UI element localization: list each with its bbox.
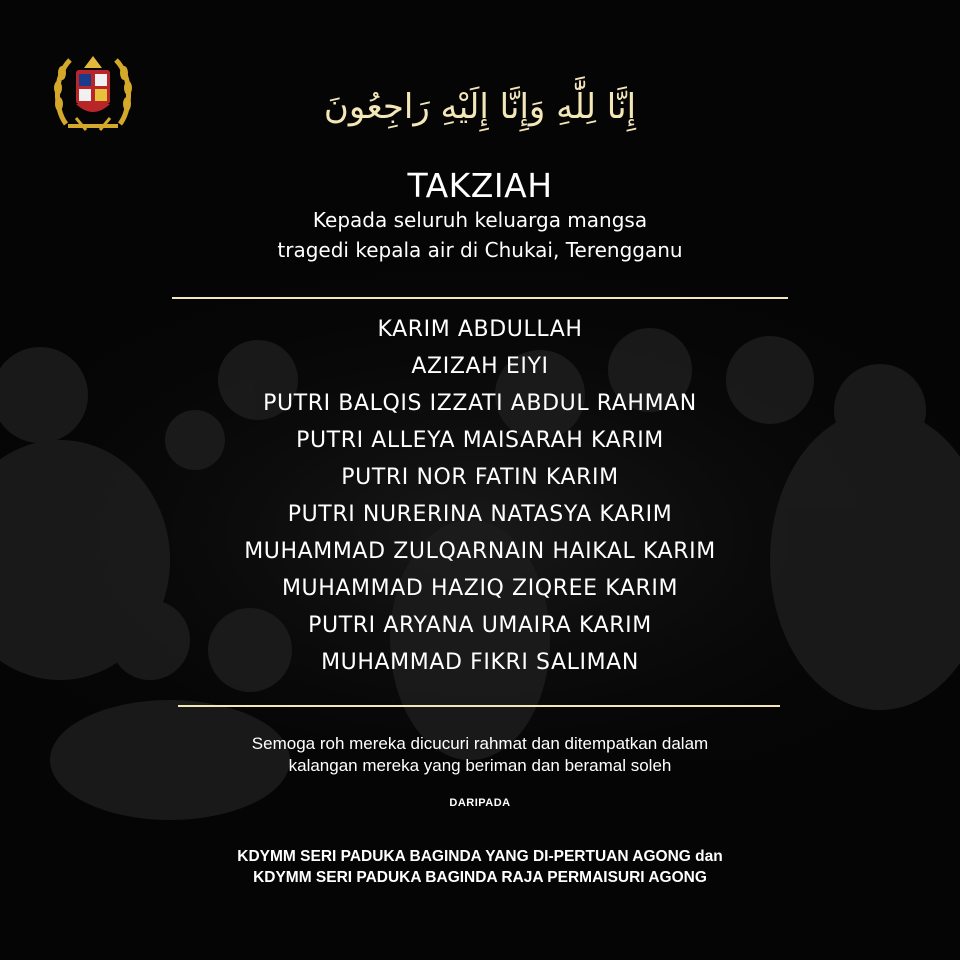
closing-line-1: Semoga roh mereka dicucuri rahmat dan ditempatkan dalam	[251, 734, 709, 753]
signatory	[0, 846, 960, 888]
royal-crest-icon	[46, 46, 140, 140]
list-item: PUTRI ARYANA UMAIRA KARIM	[308, 613, 652, 638]
list-item: MUHAMMAD FIKRI SALIMAN	[321, 650, 639, 675]
arabic-calligraphy	[300, 52, 660, 152]
list-item: MUHAMMAD HAZIQ ZIQREE KARIM	[281, 576, 679, 601]
closing-prayer	[0, 733, 960, 777]
list-item: PUTRI BALQIS IZZATI ABDUL RAHMAN	[263, 391, 697, 416]
subtitle-line-2: tragedi kepala air di Chukai, Terengganu	[277, 238, 683, 262]
list-item: PUTRI NURERINA NATASYA KARIM	[287, 502, 673, 527]
signatory-line-1: KDYMM SERI PADUKA BAGINDA YANG DI-PERTUAN AGONG dan	[237, 848, 723, 865]
bottom-divider	[178, 705, 780, 707]
list-item: PUTRI ALLEYA MAISARAH KARIM	[296, 428, 664, 453]
from-label: DARIPADA	[449, 797, 511, 809]
victim-names-list	[0, 311, 960, 681]
list-item: KARIM ABDULLAH	[377, 317, 583, 342]
signatory-line-2: KDYMM SERI PADUKA BAGINDA RAJA PERMAISURI AGONG	[253, 869, 707, 886]
page-title: TAKZIAH	[407, 166, 553, 205]
subtitle-line-1: Kepada seluruh keluarga mangsa	[312, 208, 648, 232]
closing-line-2: kalangan mereka yang beriman dan beramal soleh	[288, 756, 672, 775]
list-item: AZIZAH EIYI	[411, 354, 549, 379]
list-item: MUHAMMAD ZULQARNAIN HAIKAL KARIM	[244, 539, 716, 564]
list-item: PUTRI NOR FATIN KARIM	[341, 465, 619, 490]
subtitle	[0, 205, 960, 265]
svg-text:إِنَّا لِلَّٰهِ وَإِنَّا إِلَي: إِنَّا لِلَّٰهِ وَإِنَّا إِلَيْهِ رَاجِعُونَ	[323, 87, 637, 127]
top-divider	[172, 297, 788, 299]
